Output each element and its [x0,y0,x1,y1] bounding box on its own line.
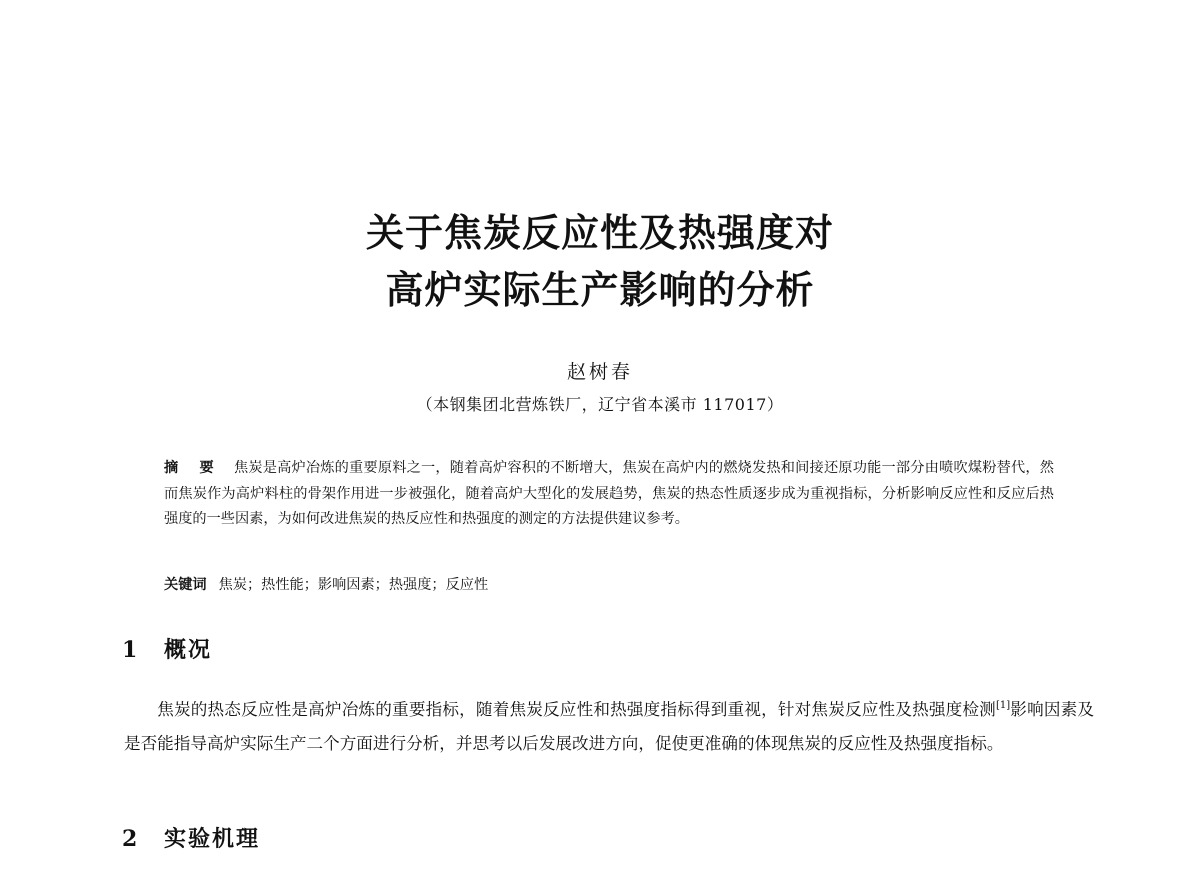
author-name: 赵树春 [566,361,633,383]
section-title: 概况 [164,638,213,663]
paper-title-line-1: 关于焦炭反应性及热强度对 [365,211,834,255]
paper-title-line-2: 高炉实际生产影响的分析 [385,268,815,312]
keywords [164,574,1054,596]
paragraph-text: 焦炭的热态反应性是高炉冶炼的重要指标，随着焦炭反应性和热强度指标得到重视，针对焦炭反应性及热强度检测 [157,700,996,719]
abstract [164,456,1054,533]
section-number: 1 [122,637,138,663]
keywords-text: 焦炭；热性能；影响因素；热强度；反应性 [218,577,489,593]
abstract-text: 焦炭是高炉冶炼的重要原料之一，随着高炉容积的不断增大，焦炭在高炉内的燃烧发热和间接还原功能一部分由喷吹煤粉替代，然而焦炭作为高炉料柱的骨架作用进一步被强化，随着高炉大型化的发展趋势，焦炭的热态性质逐步成为重视指标，分析影响反应性和反应后热强度的一些因素，为如何改进焦炭的热反应性和热强度的测定的方法提供建议参考。 [164,460,1054,527]
section-number: 2 [122,826,138,852]
author-affiliation: （本钢集团北营炼铁厂，辽宁省本溪市 117017） [416,395,784,414]
section-title: 实验机理 [164,827,261,852]
section-1-paragraph [124,693,1094,761]
citation-reference: [1] [995,700,1011,711]
abstract-label: 摘 要 [164,460,222,476]
paragraph-text: 影响因素及是否能指导高炉实际生产二个方面进行分析，并思考以后发展改进方向，促使更准确的体现焦炭的反应性及热强度指标。 [124,700,1095,753]
keywords-label: 关键词 [164,577,207,593]
section-heading-experiment-mechanism [122,828,260,851]
section-heading-overview [122,639,212,662]
